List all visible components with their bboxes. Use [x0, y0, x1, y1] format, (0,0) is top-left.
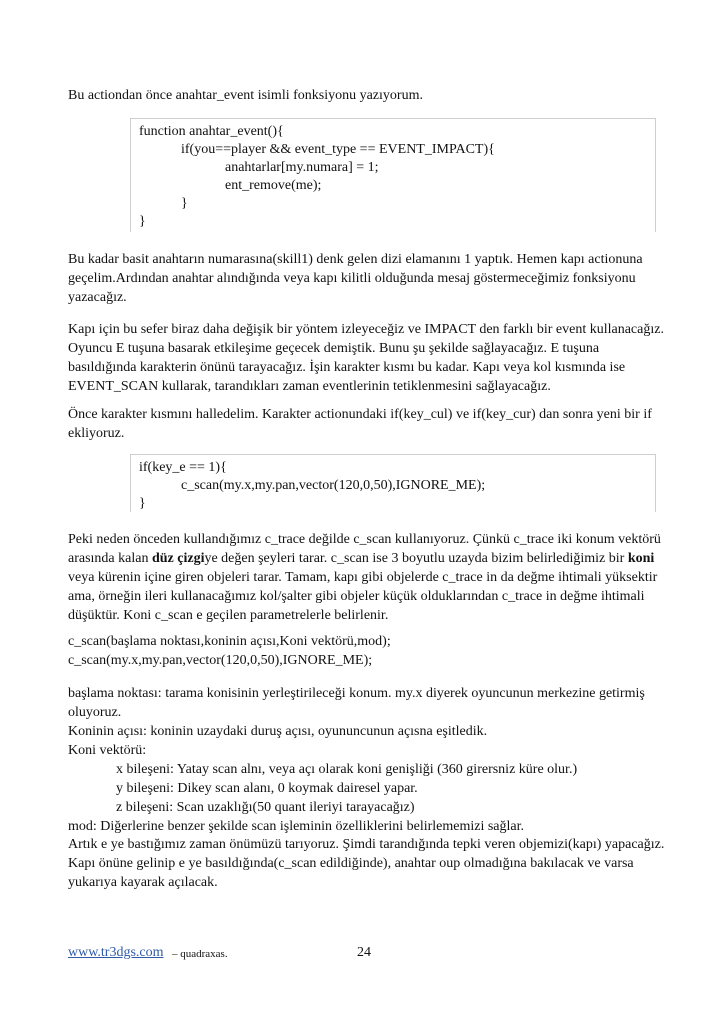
code-line: if(key_e == 1){ — [139, 460, 227, 475]
bold-term-cone: koni — [627, 551, 655, 566]
code-line: c_scan(my.x,my.pan,vector(120,0,50),IGNORE_ME); — [181, 478, 486, 493]
param-x-component: x bileşeni: Yatay scan alnı, veya açı olarak koni genişliği (360 girersniz küre olur.) — [116, 762, 578, 777]
paragraph-door-method: Kapı için bu sefer biraz daha değişik bir yöntem izleyeceğiz ve IMPACT den farklı bir event kullanacağız. Oyuncu E tuşuna basarak etkileşime geçecek demiştik. Bunu şu şekilde sağlayacağız. E tuşuna basıldığında karakterin önünü tarayacağız. İşin karakter kısmı bu kadar. Kapı veya kol kısmında ise EVENT_SCAN kullarak, tarandıkları zaman eventlerinin tetiklenmesini sağlayacağız. — [68, 322, 664, 394]
text-run: ye değen şeyleri tarar. c_scan ise 3 boyutlu uzayda bizim belirlediğimiz bir — [204, 551, 628, 566]
paragraph-next-step: Artık e ye bastığımız zaman önümüzü tarıyoruz. Şimdi tarandığında tepki veren objemizi(kapı) yapacağız. Kapı önüne gelinip e ye basıldığında(c_scan edildiğinde), anahtar oup olmadığına bakılacak ve varsa yukarıya kayarak açılacak. — [68, 837, 665, 890]
code-block-anahtar-event — [130, 118, 656, 232]
code-line: ent_remove(me); — [225, 178, 322, 193]
paragraph-key-number: Bu kadar basit anahtarın numarasına(skill1) denk gelen dizi elamanını 1 yaptık. Hemen kapı actionuna geçelim.Ardından anahtar alındığında veya kapı kilitli olduğunda mesaj göstermeceğimiz fonksiyonu yazacağız. — [68, 252, 643, 305]
paragraph-intro: Bu actiondan önce anahtar_event isimli fonksiyonu yazıyorum. — [68, 88, 423, 103]
param-cone-vector: Koni vektörü: — [68, 743, 147, 758]
code-line: anahtarlar[my.numara] = 1; — [225, 160, 379, 175]
paragraph-scan-signature — [68, 632, 668, 670]
footer-author: – quadraxas. — [172, 948, 228, 960]
code-line: } — [181, 196, 188, 211]
text-run: veya kürenin içine giren objeleri tarar. Tamam, kapı gibi objelerde c_trace in da değme ihtimali yüksektir ama, örneğin ileri kullanacağımız kol/şalter gibi objeler küçük olduklarından c_trace in değme ihtimali düşüktür. Koni c_scan e geçilen parametrelerle belirlenir. — [68, 570, 658, 623]
text-run: Peki neden önceden kullandığımız c_trace değilde c_scan kullanıyoruz. Çünkü c_trace iki konum vektörü arasında kalan — [68, 532, 661, 566]
param-z-component: z bileşeni: Scan uzaklığı(50 quant ileriyi tarayacağız) — [116, 800, 415, 815]
footer-site-link[interactable]: www.tr3dgs.com — [68, 945, 164, 960]
param-y-component: y bileşeni: Dikey scan alanı, 0 koymak dairesel yapar. — [116, 781, 418, 796]
bold-term-straight-line: düz çizgi — [151, 551, 205, 566]
param-mode: mod: Diğerlerine benzer şekilde scan işleminin özelliklerini belirlememizi sağlar. — [68, 819, 525, 834]
paragraph-character-part: Önce karakter kısmını halledelim. Karakter actionundaki if(key_cul) ve if(key_cur) dan sonra yeni bir if ekliyoruz. — [68, 407, 652, 441]
param-cone-angle: Koninin açısı: koninin uzaydaki duruş açısı, oyununcunun açısna eşitledik. — [68, 724, 488, 739]
paragraph-scan-vs-trace — [68, 530, 668, 625]
code-line: function anahtar_event(){ — [139, 124, 284, 139]
page-number: 24 — [357, 945, 371, 960]
code-line: if(you==player && event_type == EVENT_IMPACT){ — [181, 142, 495, 157]
code-line: } — [139, 496, 146, 511]
parameter-list — [68, 684, 668, 836]
signature-example: c_scan(my.x,my.pan,vector(120,0,50),IGNORE_ME); — [68, 653, 373, 668]
param-start-point: başlama noktası: tarama konisinin yerleştirileceği konum. my.x diyerek oyuncunun merkezine getirmiş oluyoruz. — [68, 686, 645, 720]
code-block-key-e — [130, 454, 656, 512]
signature-line: c_scan(başlama noktası,koninin açısı,Koni vektörü,mod); — [68, 634, 391, 649]
code-line: } — [139, 214, 146, 229]
